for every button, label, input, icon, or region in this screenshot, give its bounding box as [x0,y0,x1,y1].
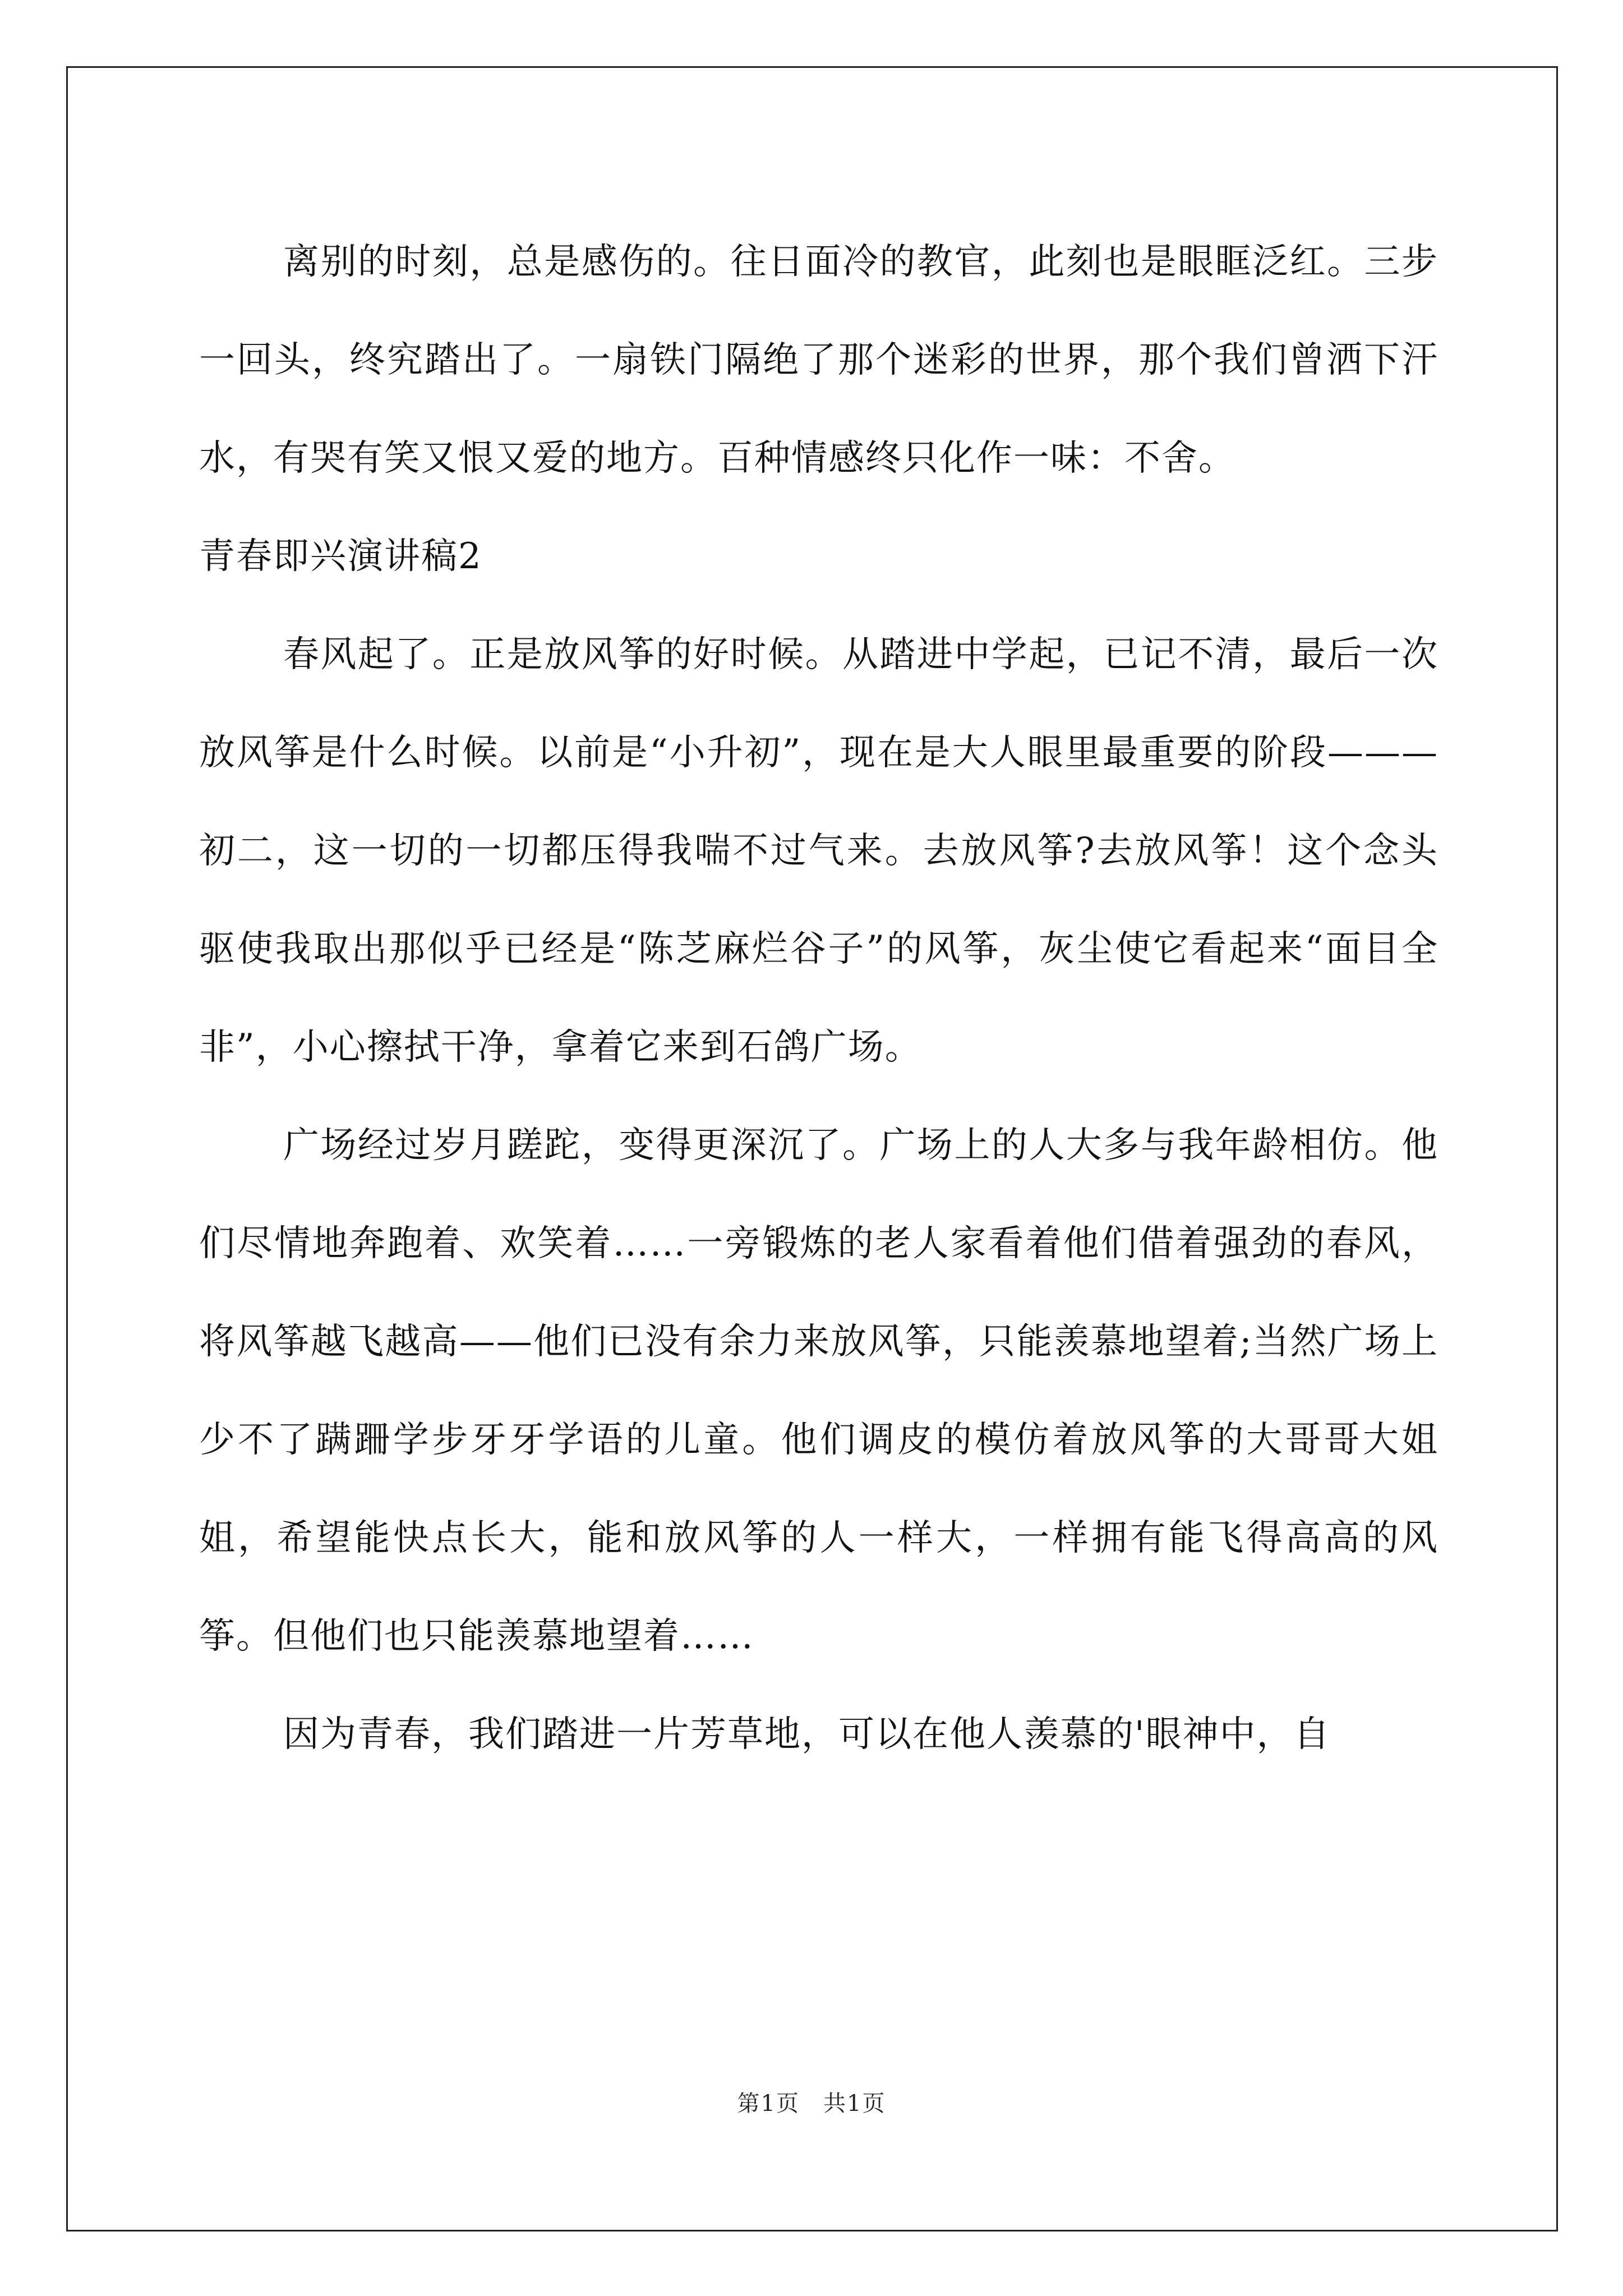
document-body [199,213,1438,1784]
section-heading: 青春即兴演讲稿2 [199,536,482,577]
page-footer: 第1页 共1页 [737,2091,886,2116]
paragraph-youth: 因为青春，我们踏进一片芳草地，可以在他人羡慕的'眼神中，自 [283,1714,1331,1755]
paragraph-farewell: 离别的时刻，总是感伤的。往日面冷的教官，此刻也是眼眶泛红。三步一回头，终究踏出了。一扇铁门隔绝了那个迷彩的世界，那个我们曾洒下汗水，有哭有笑又恨又爱的地方。百种情感终只化作一味：不舍。 [199,241,1438,479]
paragraph-spring-kite: 春风起了。正是放风筝的好时候。从踏进中学起，已记不清，最后一次放风筝是什么时候。以前是“小升初”，现在是大人眼里最重要的阶段———初二，这一切的一切都压得我喘不过气来。去放风筝?去放风筝！这个念头驱使我取出那似乎已经是“陈芝麻烂谷子”的风筝，灰尘使它看起来“面目全非”，小心擦拭干净，拿着它来到石鸽广场。 [199,634,1438,1068]
paragraph-square: 广场经过岁月蹉跎，变得更深沉了。广场上的人大多与我年龄相仿。他们尽情地奔跑着、欢笑着……一旁锻炼的老人家看着他们借着强劲的春风，将风筝越飞越高——他们已没有余力来放风筝，只能羡慕地望着;当然广场上少不了蹒跚学步牙牙学语的儿童。他们调皮的模仿着放风筝的大哥哥大姐姐，希望能快点长大，能和放风筝的人一样大，一样拥有能飞得高高的风筝。但他们也只能羡慕地望着…… [199,1125,1438,1657]
